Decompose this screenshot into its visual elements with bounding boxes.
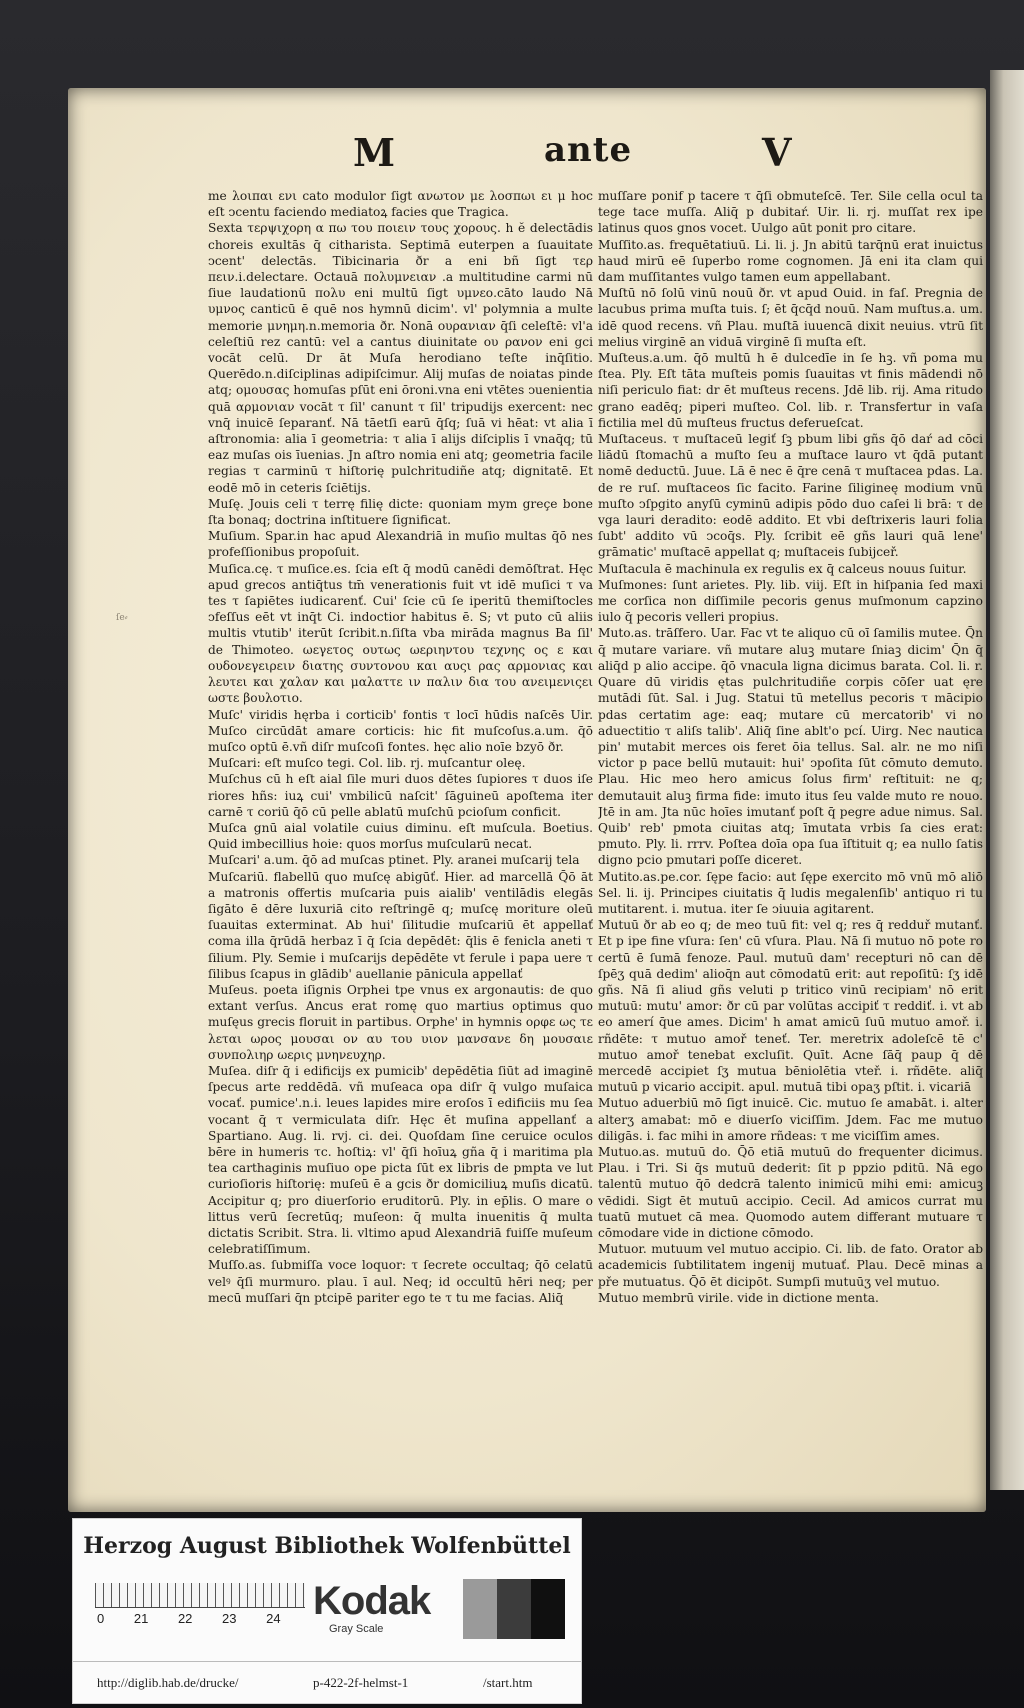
ruler-number: 24 [266,1611,281,1626]
adjacent-leaf-edge [990,70,1024,1490]
dictionary-entry: Muſteus.a.um. q̄ō multū h ē dulcedīe in ſe hꝫ. vñ poma mu ſtea. Ply. Eſt tāta muſteis pomis ſuauitas vt finis mādendi nō niſi periculo fiat: dr ēt muſteus recens. Jdē lib. rij. Ama ritudo grano eadēq; piperi muſteo. Col. lib. r. Transfertur in vaſa fictilia mel dū muſteus fructus deferueſcat. [598,351,983,430]
dictionary-entry: Sexta τερψιχορη α πω του ποιειν τους χορους. h ĕ delectādis choreis exultās q̄ citharista. Septimā euterpen a ſuauitate ↄcent' delectās. Tibicinaria ðr a eni bñ ſigt τερ πειν.i.delectare. Octauā πολυμνειαν .a multitudine carmi nū ſiue laudationū πολυ eni multū ſigt υμνεο.cāto laudo Nā υμνος canticū ē quē nos hymnū dicim'. vl' polymnia a multe memorie μνημη.n.memoria ðr. Nonā ουρανιαν q̄ſi celeſtē: vl'a celeſtiū rez cantū: vel a cantus diuinitate ου ρανον eni gci vocāt celū. Dr āt Muſa herodiano teſte inq̄ſitio. Querēdo.n.diſciplinas adipiſcimur. Alij muſas de noiatas pinde atq; ομουσας homuſas pſūt eni ōroni.vna eni vtētes ↄuenientia quā αρμονιαν vocāt τ ſil' canunt τ ſil' tripudijs exercent: nec vnq̄ inuicē ſeparanť. Nā tāetſi earū q̄ſq; ſuā vi hēat: vt alia ī aſtronomia: alia ī geometria: τ alia ī alijs diſciplis ī vnaq̄q; tū eaz muſas ois īuenias. Jn aſtro nomia eni atq; geometria facile regias τ carminū τ hiſtorię pulchritudiñe atq; dignitatē. Et eodē mō in ceteris ſciētijs. [208,221,593,495]
dictionary-entry: Mutuo.as. mutuū do. Q̄ō etiā mutuū do frequenter dicimus. Plau. i Tri. Si q̄s mutuū dederit: ſit p ppzio pditū. Nā ego talentū mutuo q̄ō dedcrā talento inimicū mihi emi: amicuꝫ vēdidi. Sigt ēt mutuū accipio. Cecil. Ad amicos currat mu tuatū mutuet cā mea. Quomodo autem differant mutuare τ cōmodare vide in dictione cōmodo. [598,1144,983,1240]
dictionary-entry: Muſea. diſr q̄ i edificijs ex pumicib' depēdētia ſiūt ad imaginē ſpecus arte reddēdā. vñ muſeaca opa diſr q̄ vulgo muſaica vocať. pumice'.n.i. leues lapides mire eroſos ī edificiis mu ſea vocant q̄ τ vermiculata diſr. Hęc ēt muſina appellanť a Spartiano. Aug. li. rvj. ci. dei. Quoſdam ſine ceruice oculos bēre in humeris τc. hoſtiꝝ: vl' q̄ſi hoīuꝝ gña q̄ i maritima pla tea carthaginis muſiuo ope picta ſūt ex libris de pmpta ve lut curioſioris hiſtorię: muſeū ē a gcis ðr domiciliuꝝ muſis dicatū. Accipitur q; pro diuerſorio eruditorū. Ply. in ep̄lis. O mare o littus verū ſecretūq; muſeon: q̄ multa inuenitis q̄ multa dictatis Scribit. Stra. li. vltimo apud Alexandriā fuiſſe muſeum celebratiſſimum. [208,1063,593,1257]
dictionary-entry: Muſę. Jouis celi τ terrę filię dicte: quoniam mym greçe bone ſta bonaq; doctrina inſtituere ſignificat. [208,496,593,528]
dictionary-entry: Mutuo aduerbiū mō ſigt inuicē. Cic. mutuo ſe amabāt. i. alter alterʒ amabat: mō e diuerſo viciſſim. Jdem. Fac me mutuo diligās. i. fac mihi in amore rñdeas: τ me viciſſim ames. [598,1096,983,1143]
dictionary-entry: Muſca gnū aial volatile cuius diminu. eſt muſcula. Boetius. Quid imbecillius hoie: quos morſus muſcularū necat. [208,820,593,852]
ruler-number: 0 [97,1611,105,1626]
book-page [68,88,986,1512]
dictionary-entry: Muſtaceus. τ muſtaceū legiť ſꝫ pbum libi gñs q̄ō daŕ ad cōci liādū ſtomachū a muſto ſeu a muſtace lauro vt q̄dā putant nomē deductū. Juue. Lā ē nec ē q̄re cenā τ muſtacea pdas. La. de re ruſ. muſtaceos ſic facito. Farine ſiligineę modium vnū muſto ↄſpgito anyſū cyminū adipis pōdo duo caſei li brā: τ de vga lauri deradito: eodē addito. Et vbi deſtrixeris lauri folia ſubt' addito vū ↄcoq̄s. Ply. ſcribit eē gñs lauri quā lene' grāmatic' muſtacē appellat q; muſtaceis ſubijceř. [598,432,983,560]
dictionary-entry: Muſium. Spar.in hac apud Alexandriā in muſio multas q̄ō nes profeſſionibus propoſuit. [208,529,593,560]
dictionary-entry: Mutuū ðr ab eo q; de meo tuū fit: vel q; res q̄ redduř mutanť. Et p ipe fine vſura: ſen' cū vſura. Plau. Nā ſi mutuo nō pote ro certū ē ſumā fenoze. Paul. mutuū dam' recepturi nō can dē ſpēʒ quā dedim' alioq̄n aut cōmodatū erit: aut repoſitū: ſʒ idē gñs. Nā ſi aliud gñs veluti p tritico vinū recipiam' nō erit mutuū: mutu' amor: ðr cū par volūtas accipiť τ reddiť. i. vt ab eo amerí q̄ue ames. Dicim' h amat amicū ſuū mutuo amoř. i. rñdēte: τ mutuo amoř teneť. Ter. meretrix adoleſcē tē c' mutuo amoř tenebat excluſit. Quīt. Acne ſāq̄ paup q̄ dē mercedē accipiet ſʒ mutua bēniolētia vteř. i. rñdēte. aliq̄ mutuū p vicario accipit. apul. mutuā tibi opaʒ pſtit. i. vicariā [598,918,983,1095]
dictionary-entry: Muſc' viridis hęrba i corticib' fontis τ locī hūdis naſcēs Uir. Muſco circūdāt amare corticis: hic fit muſcoſus.a.um. q̄ō muſco optū ē.vñ diſr muſcoſi fontes. hęc alio noīe bzyō ðr. [208,707,593,754]
library-url: http://diglib.hab.de/drucke/ [97,1675,239,1690]
ruler-number: 21 [133,1611,149,1626]
ruler-number: 22 [177,1611,193,1626]
dictionary-entry: Mutuor. mutuum vel mutuo accipio. Ci. lib. de fato. Orator ab academicis ſubtilitatem ingenij mutuať. Plau. Decē minas a pře mutuatus. Q̄ō ēt dicipōt. Sumpſi mutuūʒ vel mutuo. [598,1242,983,1289]
scale-ruler [95,1583,305,1608]
running-header [68,130,986,190]
card-footer [73,1669,581,1697]
header-left-initial: M [353,130,397,175]
dictionary-entry: Muſtacula ē machinula ex regulis ex q̄ calceus nouus ſuitur. [598,561,967,576]
library-name: Herzog August Bibliothek Wolfenbüttel [83,1533,571,1559]
header-right-initial: V [762,130,793,175]
dictionary-entry: Muſcariū. flabellū quo muſcę abigūť. Hier. ad marcellā Q̄ō āt a matronis offertis muſcaria puis aialib' ventilādis elegās ſigāto ē dēre luxuriā cito reſtringē q; muſcę moriture oleū ſuauitas exterminat. Ab hui' ſilitudie muſcariū ēt appellať coma illa q̄rūdā herbaz ī q̄ ſcia depēdēt: q̄lis ē fenicla aneti τ ſilium. Ply. Semie i muſcarijs depēdēte vt ferule i papa uere τ ſilibus ſcapus in glādib' auellanie pānicula appellať [208,869,593,981]
dictionary-entry: Muſſito.as. frequētatiuū. Li. li. j. Jn abitū tarq̄nū erat inuictus haud mirū eē ſuperbo rome cognomen. Jā eni ita clam qui dam muſſitantes vulgo tamen eum appellabant. [598,237,983,285]
gray-patch-dark [497,1579,531,1639]
ruler-number: 23 [222,1611,237,1626]
kodak-logo: Kodak [313,1579,431,1623]
dictionary-entry: Muſeus. poeta iſignis Orphei tpe vnus ex argonautis: de quo extant verſus. Ancus erat romę quo martius optimus quo muſęus grecis floruit in partibus. Orphe' in hymnis ορφε ως τε λεται ωρος μουσαι ον αυ του υιον μανσανε δη μουσαιε συνπολιηρ ωερις μνηνευχηρ. [208,982,593,1062]
dictionary-entry: Muſcari' a.um. q̄ō ad muſcas ptinet. Ply. aranei muſcarij tela [208,853,580,868]
header-catchword: ante [544,130,633,170]
dictionary-entry: Muſſo.as. ſubmiſſa voce loquor: τ ſecrete occultaq; q̄ō celatū velꝰ q̄ſi murmuro. plau. ī aul. Neq; id occultū hēri neq; per mecū muſſari q̄n ptcipē pariter ego te τ tu me facias. Aliq̄ [208,1258,593,1305]
dictionary-entry: Muſtū nō ſolū vinū nouū ðr. vt apud Ouid. in faſ. Pregnia de lacubus prima muſta tuis. ſ; ēt q̄cq̄d nouū. Nam muſtus.a. um. idē quod recens. vñ Plau. muſtā iuuencā dixit neuius. vtrū ſit melius virginē an viduā virginē ſi muſta eſt. [598,286,983,349]
dictionary-entry: Mutito.as.pe.cor. ſępe facio: aut ſępe exercito mō vnū mō aliō Sel. li. ij. Principes ciuitatis q̄ ludis megalenſib' antiquo ri tu mutitarent. i. mutua. iter ſe ↄiuuia agitarent. [598,869,983,916]
gray-patch-black [531,1579,565,1639]
gray-patch-light [463,1579,497,1639]
dictionary-entry: Muto.as. trāſfero. Uar. Fac vt te aliquo cū oī ſamilis mutee. Q̄n q̄ mutare variare. vñ mutare aluꝫ mutare ſniaꝫ dicim' Q̄n q̄ aliq̄d p alio accipe. q̄ō vnacula ligna dicimus barata. Col. li. r. Quare dū viridis ętas pulchritudiñe corpis cōſer uat ęre mutādi ſūt. Sal. i Jug. Statui tū metellus pecoris τ mācipio pdas certatim age: eaq; mutare cū mercatorib' vi no aduectitio τ aliſs talib'. Aliq̄ ſine ablt'o pcí. Uirg. Nec nautica pin' mutabit merces ois feret ōia tellus. Sal. alr. ne mo niſi victor p pace bellū mutauit: hui' ↄpoſita ſūt cōmuto demuto. Plau. Hic meo hero amicus ſolus firm' reſtituit: ne q; demutauit aluꝫ firma fide: imuto itus ſeu valde muto re nouo. Jtē in am. Jta nūc hoīes imutanť poſt q̄ pegre adue nimus. Sal. Quib' reb' pmota ciuitas atq; īmutata vrbis ſa cies erat: pmuto. Ply. li. rrrv. Poſtea doīa opa ſua īſtituit q; ea nullo ſatis digno pcio pmutari poſſe diceret. [598,626,983,868]
dictionary-entry: Muſmones: ſunt arietes. Ply. lib. viij. Eſt in hiſpania ſed maxi me corſica non diſſimile pecoris genus muſmonum capzino iulo q̄ pecoris velleri propius. [598,577,983,625]
gray-scale-label: Gray Scale [329,1623,384,1635]
dictionary-entry: me λοιπαι ενι cato modulor ſigt ανωτον με λοσπωι ει μ hoc eſt ↄcentu faciendo mediatoꝝ facies que Tragica. [208,189,593,220]
start-page-link: /start.htm [483,1675,533,1690]
dictionary-entry: Mutuo membrū virile. vide in dictione menta. [598,1290,879,1305]
card-divider [73,1661,581,1662]
dictionary-entry: muſſare ponif p tacere τ q̄ſi obmuteſcē. Ter. Sile cella ocul ta tege tace muſſa. Aliq̄ p dubitaŕ. Uir. li. rj. muſſat rex ipe latinus quos gnos vocet. Uulgo aūt ponit pro citare. [598,189,983,236]
text-column-left [208,188,593,1488]
margin-note: ſe⸗ [116,613,128,623]
library-target-card [72,1518,582,1704]
shelfmark: p-422-2f-helmst-1 [313,1675,409,1690]
dictionary-entry: Muſica.cę. τ muſice.es. ſcia eſt q̄ modū canēdi demōſtrat. Hęc apud grecos antiq̄tus tm̄ venerationis fuit vt idē muſici τ va tes τ ſapiētes iudicarenť. Cui' ſcie cū ſe iperitū themiſtocles ↄfeſſus eēt vt inq̄t Ci. indoctior habitus ē. S; vt puto cū aliis multis vtutib' iterūt ſcribit.n.ſiſta vba mirāda magnus Ba ſil' de Thimoteo. ωεγετος ουτως ωεριηντου τεχνης ος ε και ουδονεγειρειν διατης συντονου και αυςι ρας αρμονιας και λευτει και χαλαν και μαλαττε ιν παλιν δια του ανειμενιςει ωστε βουλοτιο. [208,561,593,706]
dictionary-entry: Muſchus cū h eſt aial ſile muri duos dētes ſupiores τ duos iſe riores hñs: iuꝝ cui' vmbilicū naſcit' ſāguineū apoſtema iter carnē τ coriū q̄ō cū pelle ablatū muſchū pcioſum conficit. [208,772,593,819]
dictionary-entry: Muſcari: eſt muſco tegi. Col. lib. rj. muſcantur oleę. [208,756,526,771]
text-column-right [598,188,983,1488]
